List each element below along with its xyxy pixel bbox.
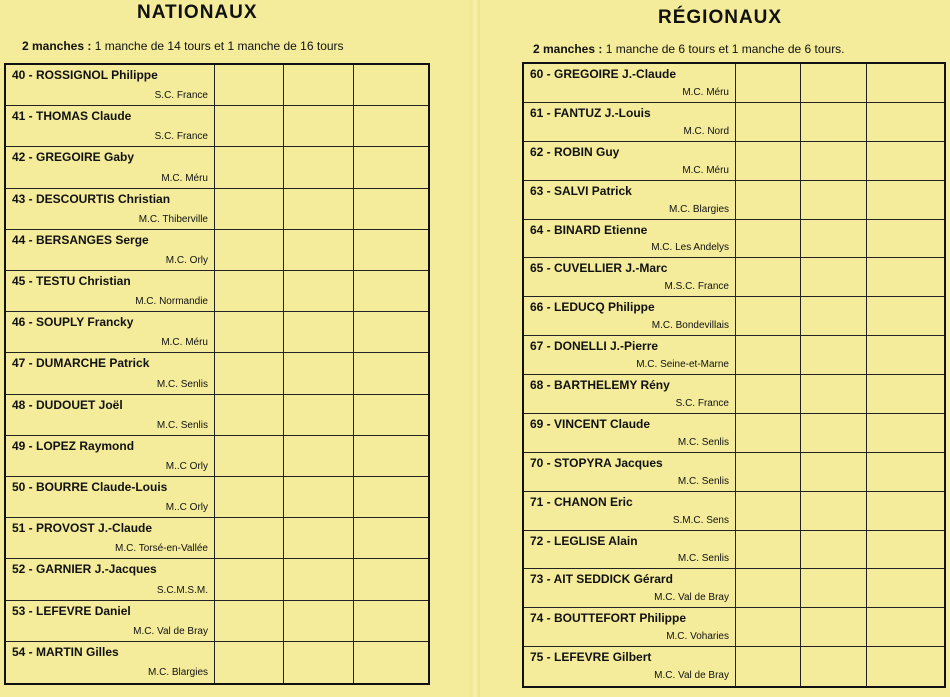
table-row	[524, 103, 944, 142]
nationaux-subtitle-bold: 2 manches :	[22, 39, 92, 53]
column-divider	[735, 64, 736, 686]
table-row	[6, 65, 428, 106]
table-row	[524, 336, 944, 375]
entry-name: 62 - ROBIN Guy	[530, 144, 620, 159]
entry-name: 63 - SALVI Patrick	[530, 183, 632, 198]
table-row	[524, 531, 944, 570]
entry-club: M.C. Seine-et-Marne	[636, 359, 729, 370]
entry-name: 47 - DUMARCHE Patrick	[12, 356, 150, 371]
regionaux-subtitle-rest: 1 manche de 6 tours et 1 manche de 6 tours.	[602, 42, 845, 56]
entry-name: 68 - BARTHELEMY Rény	[530, 378, 670, 392]
table-row	[524, 492, 944, 531]
entry-name: 70 - STOPYRA Jacques	[530, 455, 663, 470]
entry-club: M.C. Val de Bray	[654, 670, 729, 681]
entry-name: 52 - GARNIER J.-Jacques	[12, 562, 157, 577]
page-fold	[470, 0, 480, 697]
entry-club: M.C. Torsé-en-Vallée	[115, 543, 208, 555]
entry-name: 50 - BOURRE Claude-Louis	[12, 480, 168, 494]
table-row	[6, 642, 428, 683]
entry-name: 46 - SOUPLY Francky	[12, 315, 134, 330]
entry-club: M.C. Thiberville	[138, 213, 208, 225]
entry-club: M.C. Blargies	[147, 666, 208, 678]
table-row	[524, 414, 944, 453]
table-row	[524, 220, 944, 259]
left-page	[0, 0, 470, 697]
table-row	[524, 258, 944, 297]
entry-name: 67 - DONELLI J.-Pierre	[530, 339, 659, 354]
entry-name: 73 - AIT SEDDICK Gérard	[530, 572, 673, 587]
entry-name: 72 - LEGLISE Alain	[530, 533, 638, 548]
entry-name: 53 - LEFEVRE Daniel	[12, 603, 131, 618]
entry-club: S.C.M.S.M.	[156, 584, 208, 596]
entry-club: M.C. Val de Bray	[654, 592, 729, 604]
entry-club: M.C. Senlis	[677, 475, 729, 487]
table-row	[6, 230, 428, 271]
nationaux-subtitle	[22, 39, 344, 53]
entry-club: M.C. Senlis	[677, 553, 729, 565]
table-row	[524, 375, 944, 414]
entry-club: M.C. Senlis	[677, 436, 729, 448]
right-page	[480, 0, 950, 697]
entry-club: M.C. Voharies	[666, 631, 729, 643]
entry-name: 48 - DUDOUET Joël	[12, 397, 123, 412]
entry-club: M.S.C. France	[664, 281, 729, 293]
entry-club: M.C. Méru	[682, 86, 729, 98]
entry-name: 45 - TESTU Christian	[12, 274, 131, 288]
table-row	[6, 312, 428, 353]
table-row	[6, 395, 428, 436]
regionaux-title: RÉGIONAUX	[658, 7, 783, 28]
table-row	[6, 189, 428, 230]
table-row	[524, 64, 944, 103]
table-row	[6, 106, 428, 147]
entry-club: M.C. Méru	[161, 337, 208, 349]
entry-club: M.C. Val de Bray	[133, 625, 208, 637]
column-divider	[353, 65, 354, 683]
entry-name: 60 - GREGOIRE J.-Claude	[530, 67, 677, 81]
table-row	[524, 453, 944, 492]
entry-name: 43 - DESCOURTIS Christian	[12, 191, 171, 206]
column-divider	[283, 65, 284, 683]
entry-name: 51 - PROVOST J.-Claude	[12, 521, 153, 536]
table-row	[524, 608, 944, 647]
entry-name: 44 - BERSANGES Serge	[12, 232, 149, 247]
column-divider	[214, 65, 215, 683]
entry-club: M.C. Orly	[165, 254, 208, 266]
entry-club: M..C Orly	[165, 502, 208, 514]
entry-name: 41 - THOMAS Claude	[12, 109, 132, 124]
entry-club: M.C. Nord	[683, 125, 729, 137]
table-row	[6, 271, 428, 312]
entry-name: 71 - CHANON Eric	[530, 494, 633, 509]
entry-club: S.C. France	[154, 90, 208, 102]
entry-club: S.C. France	[675, 397, 729, 409]
entry-club: M..C Orly	[165, 460, 208, 472]
entry-name: 74 - BOUTTEFORT Philippe	[530, 611, 687, 626]
nationaux-table	[4, 63, 430, 685]
regionaux-subtitle-bold: 2 manches :	[533, 42, 603, 56]
entry-name: 65 - CUVELLIER J.-Marc	[530, 261, 668, 276]
table-row	[524, 181, 944, 220]
table-row	[524, 569, 944, 608]
entry-club: M.C. Normandie	[135, 296, 208, 308]
entry-name: 61 - FANTUZ J.-Louis	[530, 105, 651, 120]
entry-club: M.C. Senlis	[156, 419, 208, 431]
table-row	[6, 477, 428, 518]
entry-name: 75 - LEFEVRE Gilbert	[530, 650, 652, 665]
column-divider	[800, 64, 801, 686]
entry-club: S.M.C. Sens	[672, 514, 729, 526]
entry-name: 64 - BINARD Etienne	[530, 222, 648, 237]
table-row	[524, 647, 944, 686]
regionaux-table	[522, 62, 946, 688]
entry-club: M.C. Senlis	[156, 378, 208, 390]
entry-name: 69 - VINCENT Claude	[530, 416, 651, 431]
table-row	[6, 436, 428, 477]
column-divider	[866, 64, 867, 686]
entry-club: M.C. Blargies	[668, 203, 729, 215]
entry-club: S.C. France	[154, 131, 208, 143]
entry-name: 42 - GREGOIRE Gaby	[12, 150, 135, 165]
entry-name: 40 - ROSSIGNOL Philippe	[12, 68, 158, 82]
table-row	[6, 147, 428, 188]
regionaux-subtitle	[533, 42, 845, 56]
entry-club: M.C. Les Andelys	[651, 242, 729, 254]
entry-name: 54 - MARTIN Gilles	[12, 644, 119, 659]
table-row	[6, 559, 428, 600]
entry-name: 66 - LEDUCQ Philippe	[530, 300, 655, 315]
nationaux-subtitle-rest: 1 manche de 14 tours et 1 manche de 16 tours	[91, 39, 344, 53]
entry-club: M.C. Méru	[682, 164, 729, 176]
table-row	[524, 142, 944, 181]
entry-club: M.C. Bondevillais	[651, 320, 729, 332]
entry-club: M.C. Méru	[161, 172, 208, 184]
nationaux-title: NATIONAUX	[137, 2, 258, 23]
table-row	[524, 297, 944, 336]
table-row	[6, 518, 428, 559]
table-row	[6, 353, 428, 394]
table-row	[6, 601, 428, 642]
entry-name: 49 - LOPEZ Raymond	[12, 438, 135, 453]
